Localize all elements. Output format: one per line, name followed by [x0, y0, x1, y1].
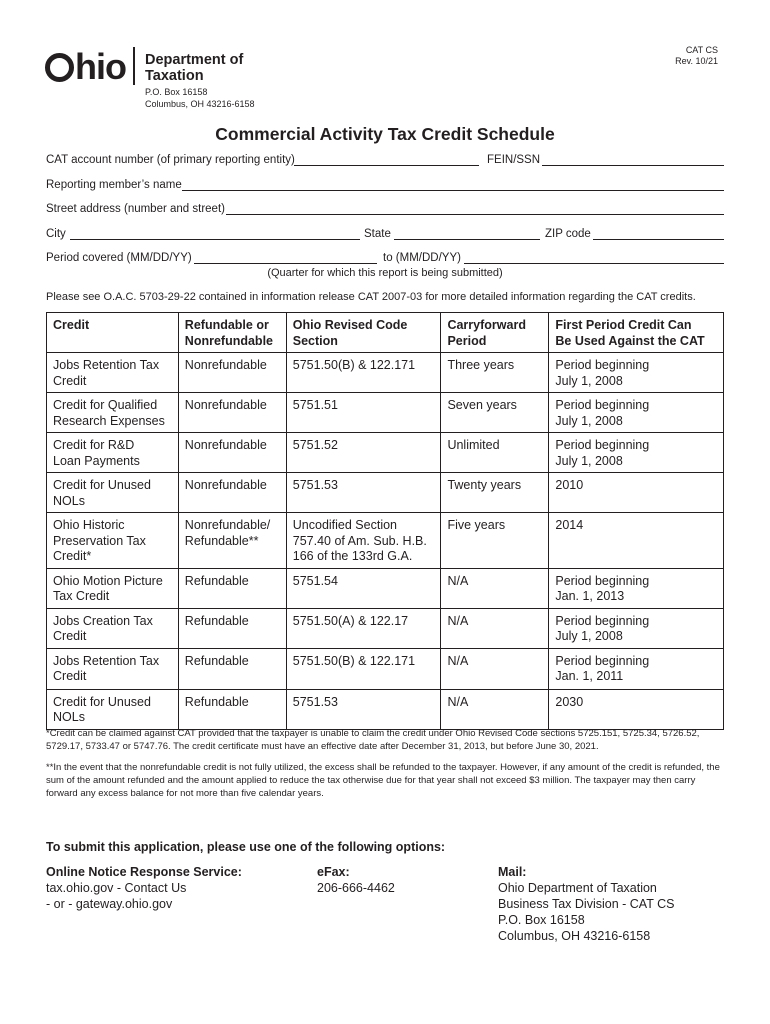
cell-line: Credit for Qualified [53, 398, 158, 412]
cell-line: NOLs [53, 710, 85, 724]
cell-line: Period beginning [555, 613, 650, 628]
street-field[interactable] [226, 214, 724, 215]
refundable-cell [178, 513, 286, 569]
refundable-cell [178, 648, 286, 689]
cell-line: Credit for Unused [53, 694, 151, 709]
footnote-double-star: **In the event that the nonrefundable credit is not fully utilized, the excess shall be refunded to the taxpayer. However, if any amount of the credit is refunded, the sum of the amount refunded and the amount applied to reduce the tax otherwise due for that year shall not exceed $3 million. The taxpayer may then carry forward any excess balance for not more than five calendar years. [46, 762, 720, 799]
online-heading: Online Notice Response Service: [46, 865, 242, 879]
cell-line: Period beginning [555, 573, 650, 588]
footnote-single-star: *Credit can be claimed against CAT provided that the taxpayer is unable to claim the credit under Ohio Revised Code sections 5725.151, 5725.34, 5726.52, 5729.17, 5733.47 or 5747.76. The credit certificate must have an effective date after December 31, 2013, but before June 30, 2021. [46, 728, 700, 752]
orc-section-cell [286, 648, 441, 689]
cell-line: July 1, 2008 [555, 413, 623, 428]
table-header-row [47, 313, 724, 353]
carryforward-cell [441, 689, 549, 729]
cell-line: Credit for Unused [53, 478, 151, 492]
cell-line: Uncodified Section [292, 518, 397, 532]
cell-line: 5751.50(B) & 122.171 [292, 653, 416, 668]
header-refundable: Refundable or Nonrefundable [178, 313, 286, 353]
zip-field[interactable] [593, 239, 724, 240]
cell-line: 166 of the 133rd G.A. [292, 549, 413, 563]
period-from-field[interactable] [194, 263, 377, 264]
cell-line: Nonrefundable [184, 398, 267, 412]
efax-option [317, 864, 395, 896]
cell-line: Period beginning [555, 653, 650, 668]
refundable-cell [178, 473, 286, 513]
header-credit: Credit [47, 313, 179, 353]
member-row [46, 178, 724, 192]
form-identifier [675, 45, 718, 67]
cell-line: Ohio Historic [53, 518, 125, 532]
cell-line: Period beginning [555, 358, 650, 372]
first-period-cell [549, 608, 724, 648]
carryforward-cell [441, 393, 549, 433]
department-address [145, 86, 255, 110]
header-first-period: First Period Credit Can Be Used Against the CAT [549, 313, 724, 353]
cell-line: 2014 [555, 518, 584, 532]
carryforward-cell [441, 568, 549, 608]
city-field[interactable] [70, 239, 360, 240]
mail-option [498, 864, 674, 944]
refundable-cell [178, 568, 286, 608]
mail-line1: Ohio Department of Taxation [498, 881, 657, 895]
first-period-cell [549, 689, 724, 729]
cell-line: July 1, 2008 [555, 629, 623, 643]
member-name-label: Reporting member’s name [46, 179, 182, 191]
table-row [47, 513, 724, 569]
cell-line: Credit* [53, 549, 92, 563]
carryforward-cell [441, 648, 549, 689]
cell-line: 757.40 of Am. Sub. H.B. [292, 533, 427, 548]
credit-name-cell [47, 648, 179, 689]
table-row [47, 608, 724, 648]
credit-name-cell [47, 473, 179, 513]
table-row [47, 689, 724, 729]
city-label: City [46, 228, 66, 240]
efax-number: 206-666-4462 [317, 881, 395, 895]
cell-line: 5751.53 [292, 478, 338, 492]
cell-line: 5751.52 [292, 438, 338, 452]
refundable-cell [178, 353, 286, 393]
cell-line: Nonrefundable [184, 358, 267, 372]
credit-name-cell [47, 433, 179, 473]
table-row [47, 473, 724, 513]
table-row [47, 433, 724, 473]
cell-line: Credit [53, 373, 87, 388]
cell-line: Jan. 1, 2011 [555, 669, 624, 683]
cell-line: Period beginning [555, 438, 650, 452]
state-field[interactable] [394, 239, 540, 240]
account-row [46, 153, 724, 167]
cell-line: Jobs Creation Tax [53, 613, 153, 628]
cell-line: July 1, 2008 [555, 453, 623, 468]
cell-line: Research Expenses [53, 413, 165, 428]
cat-account-label: CAT account number (of primary reporting entity) [46, 154, 295, 166]
table-row [47, 568, 724, 608]
cell-line: 5751.50(A) & 122.17 [292, 613, 409, 628]
cell-line: Jobs Retention Tax [53, 358, 160, 372]
quarter-note: (Quarter for which this report is being submitted) [267, 267, 503, 279]
cell-line: 2010 [555, 478, 584, 492]
cell-line: Nonrefundable [184, 438, 267, 452]
period-to-field[interactable] [464, 263, 724, 264]
orc-section-cell [286, 568, 441, 608]
credit-name-cell [47, 353, 179, 393]
cell-line: Ohio Motion Picture [53, 573, 163, 588]
orc-section-cell [286, 393, 441, 433]
cell-line: 5751.51 [292, 398, 338, 412]
cell-line: Unlimited [447, 438, 500, 452]
carryforward-cell [441, 608, 549, 648]
cell-line: Five years [447, 518, 506, 532]
department-name [145, 52, 243, 84]
carryforward-cell [441, 513, 549, 569]
cell-line: Credit [53, 669, 87, 683]
ohio-logo [45, 47, 126, 87]
credit-name-cell [47, 608, 179, 648]
first-period-cell [549, 433, 724, 473]
first-period-cell [549, 353, 724, 393]
refundable-cell [178, 393, 286, 433]
department-line2: Taxation [145, 68, 204, 84]
cell-line: July 1, 2008 [555, 373, 623, 388]
form-revision: Rev. 10/21 [675, 56, 718, 66]
cell-line: Refundable** [184, 533, 259, 548]
mail-line4: Columbus, OH 43216-6158 [498, 929, 651, 943]
city-row [46, 227, 724, 241]
cell-line: Jan. 1, 2013 [555, 589, 625, 603]
orc-section-cell [286, 513, 441, 569]
cell-line: Tax Credit [53, 589, 110, 603]
cell-line: Nonrefundable/ [184, 518, 271, 532]
cell-line: 2030 [555, 694, 584, 709]
first-period-cell [549, 513, 724, 569]
ohio-logo-text: hio [75, 46, 126, 87]
cell-line: NOLs [53, 493, 85, 508]
mail-line2: Business Tax Division - CAT CS [498, 897, 675, 911]
orc-section-cell [286, 473, 441, 513]
orc-section-cell [286, 353, 441, 393]
cat-account-field[interactable] [294, 165, 479, 166]
cell-line: Preservation Tax [53, 533, 146, 548]
first-period-cell [549, 473, 724, 513]
credits-table [46, 312, 724, 730]
mail-heading: Mail: [498, 865, 527, 879]
header-orc-section: Ohio Revised Code Section [286, 313, 441, 353]
cell-line: Jobs Retention Tax [53, 653, 160, 668]
fein-field[interactable] [542, 165, 724, 166]
fein-label: FEIN/SSN [487, 154, 541, 166]
online-line1: tax.ohio.gov - Contact Us [46, 881, 187, 895]
submit-heading: To submit this application, please use one of the following options: [46, 840, 446, 854]
mail-line3: P.O. Box 16158 [498, 913, 585, 927]
online-option [46, 864, 242, 912]
cell-line: Twenty years [447, 478, 522, 492]
address-line2: Columbus, OH 43216-6158 [145, 99, 255, 109]
street-row [46, 202, 724, 216]
cell-line: N/A [447, 573, 469, 588]
credit-name-cell [47, 513, 179, 569]
cell-line: Period beginning [555, 398, 650, 412]
page-title: Commercial Activity Tax Credit Schedule [215, 124, 555, 144]
cell-line: Three years [447, 358, 515, 372]
cell-line: Refundable [184, 694, 249, 709]
table-row [47, 353, 724, 393]
carryforward-cell [441, 353, 549, 393]
form-code: CAT CS [685, 45, 718, 55]
reference-note: Please see O.A.C. 5703-29-22 contained in information release CAT 2007-03 for more detailed information regarding the CAT credits. [46, 291, 696, 303]
refundable-cell [178, 608, 286, 648]
zip-label: ZIP code [545, 228, 591, 240]
cell-line: N/A [447, 694, 469, 709]
cell-line: Credit for R&D [53, 438, 135, 452]
cell-line: Loan Payments [53, 453, 140, 468]
cell-line: 5751.53 [292, 694, 338, 709]
header-carryforward: Carryforward Period [441, 313, 549, 353]
cell-line: Refundable [184, 573, 249, 588]
cell-line: Refundable [184, 613, 249, 628]
refundable-cell [178, 433, 286, 473]
efax-heading: eFax: [317, 865, 350, 879]
orc-section-cell [286, 433, 441, 473]
member-name-field[interactable] [182, 190, 724, 191]
carryforward-cell [441, 473, 549, 513]
cell-line: Credit [53, 629, 87, 643]
credit-name-cell [47, 393, 179, 433]
cell-line: 5751.50(B) & 122.171 [292, 358, 416, 372]
refundable-cell [178, 689, 286, 729]
online-line2: - or - gateway.ohio.gov [46, 897, 173, 911]
first-period-cell [549, 648, 724, 689]
address-line1: P.O. Box 16158 [145, 87, 208, 97]
logo-divider [133, 47, 135, 85]
orc-section-cell [286, 689, 441, 729]
cell-line: N/A [447, 613, 469, 628]
ohio-logo-o-mark [45, 53, 74, 82]
period-from-label: Period covered (MM/DD/YY) [46, 252, 192, 264]
credit-name-cell [47, 568, 179, 608]
period-row [46, 251, 724, 265]
carryforward-cell [441, 433, 549, 473]
period-to-label: to (MM/DD/YY) [383, 252, 461, 264]
street-label: Street address (number and street) [46, 203, 225, 215]
state-label: State [364, 228, 391, 240]
credit-name-cell [47, 689, 179, 729]
first-period-cell [549, 568, 724, 608]
cell-line: N/A [447, 653, 469, 668]
cell-line: 5751.54 [292, 573, 338, 588]
orc-section-cell [286, 608, 441, 648]
first-period-cell [549, 393, 724, 433]
table-row [47, 393, 724, 433]
department-line1: Department of [145, 52, 244, 68]
cell-line: Seven years [447, 398, 517, 412]
cell-line: Refundable [184, 653, 249, 668]
cell-line: Nonrefundable [184, 478, 267, 492]
table-row [47, 648, 724, 689]
